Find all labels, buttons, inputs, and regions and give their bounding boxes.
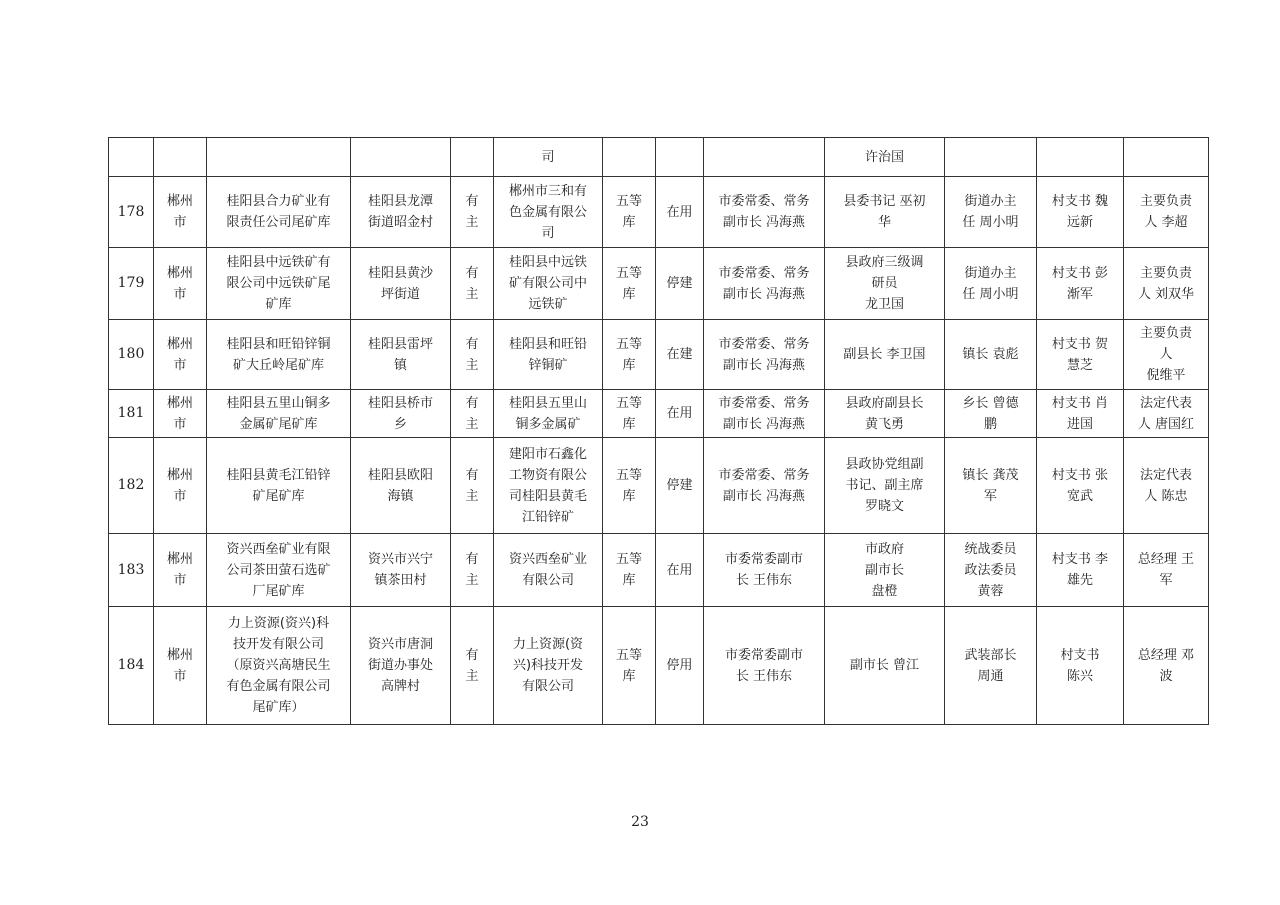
cell-enterprise-leader: 法定代表 人 陈忠 (1124, 438, 1209, 534)
cell-city: 郴州 市 (154, 248, 207, 320)
cell-village-leader: 村支书 陈兴 (1037, 607, 1124, 725)
table-row (109, 607, 1209, 725)
cell-index: 179 (109, 248, 154, 320)
cell-county-leader: 县政协党组副 书记、副主席 罗晓文 (825, 438, 945, 534)
cell-location: 桂阳县欧阳 海镇 (351, 438, 451, 534)
cell-county-leader: 市政府 副市长 盘橙 (825, 534, 945, 607)
cell-county-leader: 县政府副县长 黄飞勇 (825, 390, 945, 438)
cell-grade (603, 138, 656, 177)
cell-pond-name (207, 138, 351, 177)
cell-index: 178 (109, 177, 154, 248)
cell-municipal-leader: 市委常委、常务 副市长 冯海燕 (704, 177, 825, 248)
cell-owner-status: 有 主 (451, 177, 494, 248)
cell-municipal-leader: 市委常委副市 长 王伟东 (704, 607, 825, 725)
cell-status: 在用 (656, 534, 704, 607)
cell-county-leader: 副市长 曾江 (825, 607, 945, 725)
cell-village-leader: 村支书 李 雄先 (1037, 534, 1124, 607)
cell-owner-status: 有 主 (451, 438, 494, 534)
cell-town-leader: 统战委员 政法委员 黄蓉 (945, 534, 1037, 607)
cell-village-leader: 村支书 肖 进国 (1037, 390, 1124, 438)
cell-town-leader: 街道办主 任 周小明 (945, 248, 1037, 320)
cell-pond-name: 桂阳县和旺铅锌铜 矿大丘岭尾矿库 (207, 320, 351, 390)
cell-grade: 五等 库 (603, 177, 656, 248)
cell-village-leader: 村支书 魏 远新 (1037, 177, 1124, 248)
table-body (109, 138, 1209, 725)
cell-location: 桂阳县桥市 乡 (351, 390, 451, 438)
cell-status: 在用 (656, 390, 704, 438)
cell-city: 郴州 市 (154, 320, 207, 390)
cell-enterprise-leader: 总经理 王 军 (1124, 534, 1209, 607)
table-row (109, 248, 1209, 320)
cell-owner-status (451, 138, 494, 177)
cell-location: 资兴市兴宁 镇茶田村 (351, 534, 451, 607)
cell-village-leader: 村支书 张 宽武 (1037, 438, 1124, 534)
tailings-pond-responsibility-table (108, 137, 1209, 725)
cell-county-leader: 县政府三级调 研员 龙卫国 (825, 248, 945, 320)
cell-status: 停用 (656, 607, 704, 725)
cell-index: 184 (109, 607, 154, 725)
cell-location: 桂阳县龙潭 街道昭金村 (351, 177, 451, 248)
cell-owner-status: 有 主 (451, 607, 494, 725)
cell-municipal-leader: 市委常委、常务 副市长 冯海燕 (704, 438, 825, 534)
cell-enterprise-leader: 主要负责 人 李超 (1124, 177, 1209, 248)
cell-owner-status: 有 主 (451, 534, 494, 607)
cell-grade: 五等 库 (603, 607, 656, 725)
cell-county-leader: 副县长 李卫国 (825, 320, 945, 390)
table-row (109, 390, 1209, 438)
cell-city: 郴州 市 (154, 177, 207, 248)
cell-town-leader: 街道办主 任 周小明 (945, 177, 1037, 248)
cell-enterprise: 资兴西垒矿业 有限公司 (494, 534, 603, 607)
cell-town-leader: 镇长 龚茂 军 (945, 438, 1037, 534)
cell-village-leader (1037, 138, 1124, 177)
cell-owner-status: 有 主 (451, 320, 494, 390)
cell-status: 在用 (656, 177, 704, 248)
cell-pond-name: 力上资源(资兴)科 技开发有限公司 （原资兴高塘民生 有色金属有限公司 尾矿库） (207, 607, 351, 725)
cell-enterprise-leader: 主要负责 人 刘双华 (1124, 248, 1209, 320)
cell-index: 183 (109, 534, 154, 607)
cell-municipal-leader: 市委常委、常务 副市长 冯海燕 (704, 248, 825, 320)
cell-pond-name: 资兴西垒矿业有限 公司茶田萤石选矿 厂尾矿库 (207, 534, 351, 607)
cell-location: 桂阳县雷坪 镇 (351, 320, 451, 390)
cell-enterprise: 司 (494, 138, 603, 177)
cell-municipal-leader: 市委常委副市 长 王伟东 (704, 534, 825, 607)
cell-city: 郴州 市 (154, 534, 207, 607)
cell-pond-name: 桂阳县中远铁矿有 限公司中远铁矿尾 矿库 (207, 248, 351, 320)
cell-enterprise: 郴州市三和有 色金属有限公 司 (494, 177, 603, 248)
cell-county-leader: 县委书记 巫初 华 (825, 177, 945, 248)
table-row (109, 138, 1209, 177)
cell-grade: 五等 库 (603, 320, 656, 390)
cell-location (351, 138, 451, 177)
table-row (109, 320, 1209, 390)
cell-pond-name: 桂阳县五里山铜多 金属矿尾矿库 (207, 390, 351, 438)
cell-enterprise: 桂阳县中远铁 矿有限公司中 远铁矿 (494, 248, 603, 320)
cell-index: 182 (109, 438, 154, 534)
cell-town-leader: 镇长 袁彪 (945, 320, 1037, 390)
cell-status: 停建 (656, 248, 704, 320)
cell-city: 郴州 市 (154, 438, 207, 534)
cell-city: 郴州 市 (154, 607, 207, 725)
cell-pond-name: 桂阳县黄毛江铅锌 矿尾矿库 (207, 438, 351, 534)
cell-village-leader: 村支书 彭 渐军 (1037, 248, 1124, 320)
cell-grade: 五等 库 (603, 534, 656, 607)
cell-pond-name: 桂阳县合力矿业有 限责任公司尾矿库 (207, 177, 351, 248)
cell-town-leader (945, 138, 1037, 177)
cell-enterprise: 桂阳县和旺铅 锌铜矿 (494, 320, 603, 390)
cell-village-leader: 村支书 贺 慧芝 (1037, 320, 1124, 390)
cell-status: 停建 (656, 438, 704, 534)
table-row (109, 438, 1209, 534)
cell-enterprise-leader: 法定代表 人 唐国红 (1124, 390, 1209, 438)
cell-status (656, 138, 704, 177)
cell-municipal-leader: 市委常委、常务 副市长 冯海燕 (704, 320, 825, 390)
cell-location: 资兴市唐洞 街道办事处 高牌村 (351, 607, 451, 725)
cell-enterprise-leader: 主要负责 人 倪维平 (1124, 320, 1209, 390)
cell-city (154, 138, 207, 177)
cell-town-leader: 武装部长 周通 (945, 607, 1037, 725)
cell-owner-status: 有 主 (451, 390, 494, 438)
cell-city: 郴州 市 (154, 390, 207, 438)
cell-location: 桂阳县黄沙 坪街道 (351, 248, 451, 320)
cell-index (109, 138, 154, 177)
cell-town-leader: 乡长 曾德 鹏 (945, 390, 1037, 438)
table-row (109, 177, 1209, 248)
cell-status: 在建 (656, 320, 704, 390)
cell-enterprise: 桂阳县五里山 铜多金属矿 (494, 390, 603, 438)
cell-index: 180 (109, 320, 154, 390)
cell-enterprise: 力上资源(资 兴)科技开发 有限公司 (494, 607, 603, 725)
cell-enterprise-leader: 总经理 邓 波 (1124, 607, 1209, 725)
table-row (109, 534, 1209, 607)
cell-county-leader: 许治国 (825, 138, 945, 177)
cell-municipal-leader (704, 138, 825, 177)
cell-municipal-leader: 市委常委、常务 副市长 冯海燕 (704, 390, 825, 438)
cell-grade: 五等 库 (603, 390, 656, 438)
page-number: 23 (631, 814, 649, 830)
cell-enterprise-leader (1124, 138, 1209, 177)
cell-owner-status: 有 主 (451, 248, 494, 320)
cell-index: 181 (109, 390, 154, 438)
cell-enterprise: 建阳市石鑫化 工物资有限公 司桂阳县黄毛 江铅锌矿 (494, 438, 603, 534)
cell-grade: 五等 库 (603, 248, 656, 320)
cell-grade: 五等 库 (603, 438, 656, 534)
